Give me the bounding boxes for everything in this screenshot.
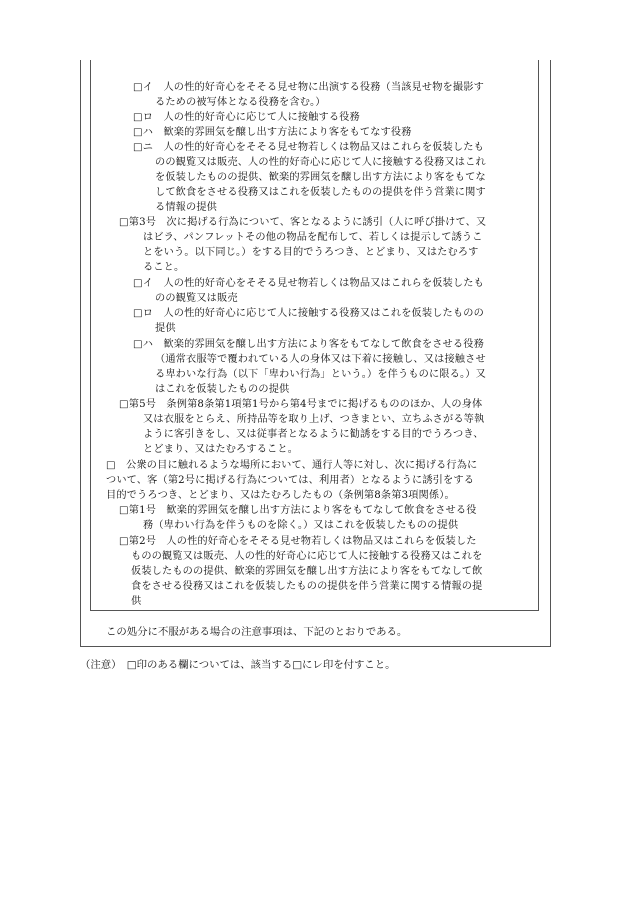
item-ni-cont-1: のの観覧又は販売、人の性的好奇心に応じて人に接触する役務又はこれ [155, 157, 486, 168]
item-public-no2-cont-4: 供 [131, 596, 142, 607]
item-no3-ro[interactable]: □ロ 人の性的好奇心に応じて人に接触する役務又はこれを仮装したものの [133, 308, 484, 319]
footnote: （注意） □印のある欄については、該当する□にレ印を付すこと。 [80, 659, 396, 671]
item-i[interactable]: □イ 人の性的好奇心をそそる見せ物に出演する役務（当該見せ物を撮影す [133, 82, 484, 93]
item-no5[interactable]: □第5号 条例第8条第1項第1号から第4号までに掲げるもののほか、人の身体 [119, 399, 483, 410]
item-public-place[interactable]: □ 公衆の目に触れるような場所において、通行人等に対し、次に掲げる行為に [106, 460, 478, 471]
item-ni[interactable]: □ニ 人の性的好奇心をそそる見せ物若しくは物品又はこれらを仮装したも [133, 142, 484, 153]
item-no5-cont-3: とどまり、又はたむろすること。 [143, 444, 299, 455]
item-no3-cont-1: はビラ、パンフレットその他の物品を配布して、若しくは提示して誘うこ [143, 232, 483, 243]
item-no3-ha-cont-1: （通常衣服等で覆われている人の身体又は下着に接触し、又は接触させ [155, 354, 486, 365]
item-no3-i[interactable]: □イ 人の性的好奇心をそそる見せ物若しくは物品又はこれらを仮装したも [133, 278, 484, 289]
item-no3-cont-2: とをいう。以下同じ。）をする目的でうろつき、とどまり、又はたむろす [143, 247, 479, 258]
item-ro[interactable]: □ロ 人の性的好奇心に応じて人に接触する役務 [133, 112, 360, 123]
item-no3-cont-3: ること。 [143, 262, 185, 273]
item-no3-ha-cont-2: る卑わいな行為（以下「卑わい行為」という。）を伴うものに限る。）又 [155, 369, 486, 380]
item-public-place-cont-1: ついて、客（第2号に掲げる行為については、利用者）となるように誘引をする [106, 475, 475, 486]
item-ha[interactable]: □ハ 歓楽的雰囲気を醸し出す方法により客をもてなす役務 [133, 127, 412, 138]
item-public-no1-cont: 務（卑わい行為を伴うものを除く。）又はこれを仮装したものの提供 [143, 520, 459, 531]
item-public-no2-cont-1: ものの観覧又は販売、人の性的好奇心に応じて人に接触する役務又はこれを [131, 551, 483, 562]
item-no3-ha-cont-3: はこれを仮装したものの提供 [155, 384, 290, 395]
item-no5-cont-2: ように客引きをし、又は従事者となるように勧誘をする目的でうろつき、 [143, 429, 484, 440]
item-ni-cont-2: を仮装したものの提供、歓楽的雰囲気を醸し出す方法により客をもてな [155, 172, 486, 183]
item-public-no2[interactable]: □第2号 人の性的好奇心をそそる見せ物若しくは物品又はこれらを仮装した [119, 536, 477, 547]
item-ni-cont-4: る情報の提供 [155, 202, 218, 213]
item-ni-cont-3: して飲食をさせる役務又はこれを仮装したものの提供を伴う営業に関す [155, 187, 486, 198]
item-public-no1[interactable]: □第1号 歓楽的雰囲気を醸し出す方法により客をもてなして飲食をさせる役 [119, 505, 477, 516]
appeal-notice: この処分に不服がある場合の注意事項は、下記のとおりである。 [106, 626, 408, 638]
item-i-cont: るための被写体となる役務を含む。） [155, 97, 326, 108]
item-no3-ha[interactable]: □ハ 歓楽的雰囲気を醸し出す方法により客をもてなして飲食をさせる役務 [133, 339, 484, 350]
item-no3-ro-cont: 提供 [155, 323, 176, 334]
item-public-place-cont-2: 目的でうろつき、とどまり、又はたむろしたもの（条例第8条第3項関係）。 [106, 490, 455, 501]
item-no3-i-cont: のの観覧又は販売 [155, 293, 238, 304]
item-public-no2-cont-3: 食をさせる役務又はこれを仮装したものの提供を伴う営業に関する情報の提 [131, 581, 483, 592]
item-no5-cont-1: 又は衣服をとらえ、所持品等を取り上げ、つきまとい、立ちふさがる等執 [143, 414, 485, 425]
item-no3[interactable]: □第3号 次に掲げる行為について、客となるように誘引（人に呼び掛けて、又 [119, 217, 487, 228]
item-public-no2-cont-2: 仮装したものの提供、歓楽的雰囲気を醸し出す方法により客をもてなして飲 [131, 566, 483, 577]
